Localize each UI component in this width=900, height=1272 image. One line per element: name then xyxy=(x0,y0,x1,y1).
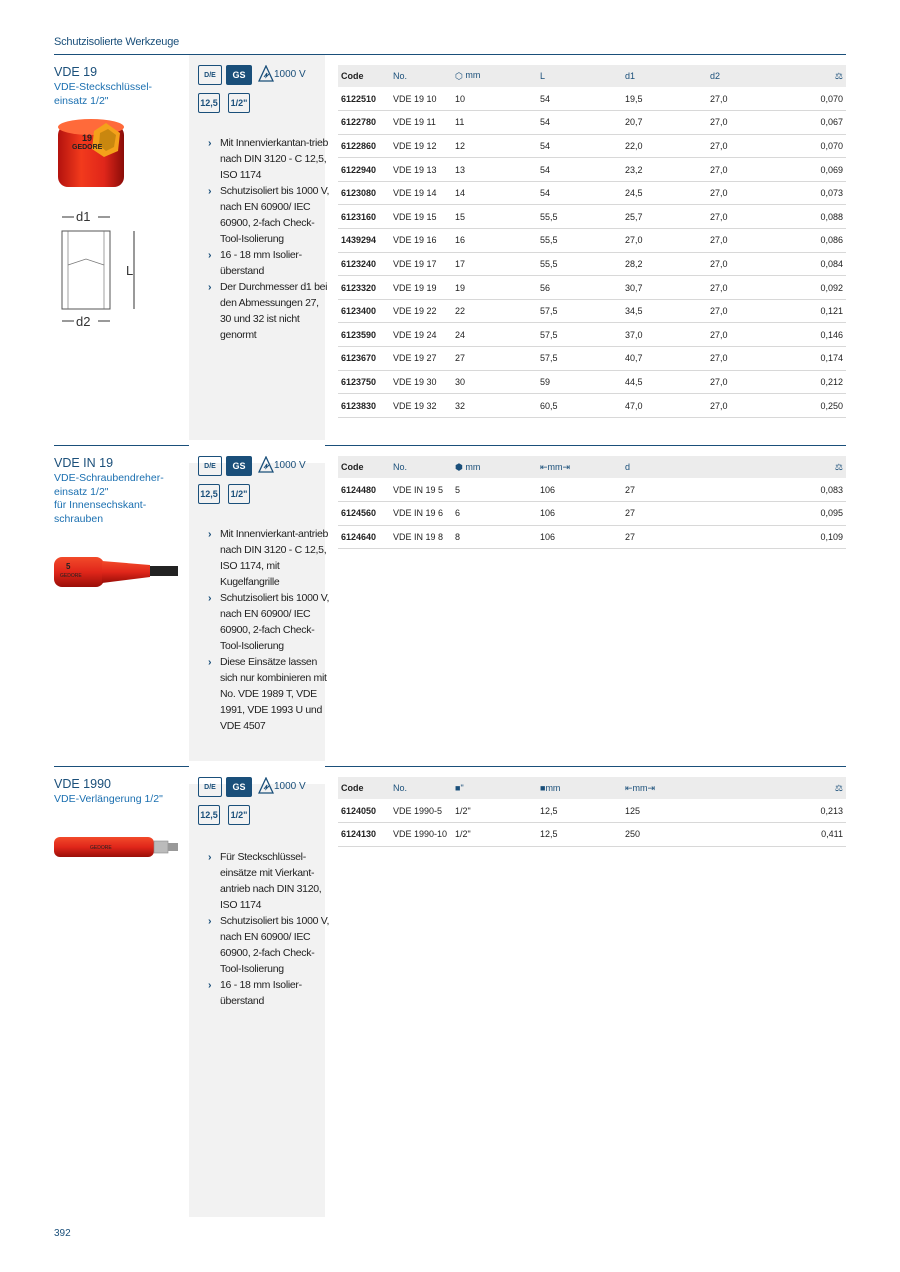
table-cell: 23,2 xyxy=(622,158,707,182)
gs-mark-icon: GS xyxy=(226,65,252,85)
table-cell: 0,174 xyxy=(777,347,846,371)
voltage-triangle-icon xyxy=(258,777,274,795)
table-cell: 27,0 xyxy=(707,111,777,135)
table-cell: 44,5 xyxy=(622,370,707,394)
table-cell: 54 xyxy=(537,181,622,205)
feature-item: › Mit Innenvierkantan-trieb nach DIN 3120 - C 12,5, ISO 1174 xyxy=(208,137,329,181)
table-row xyxy=(338,370,846,394)
table-cell: 10 xyxy=(452,87,537,111)
table-cell: VDE 1990-5 xyxy=(390,799,452,823)
table-cell: 56 xyxy=(537,276,622,300)
drive-size-mm-icon: 12,5 xyxy=(198,484,220,504)
extension-product-image xyxy=(54,833,184,863)
table-cell: 57,5 xyxy=(537,299,622,323)
section-subtitle: VDE-Schraubendreher- einsatz 1/2" für Innensechskant- schrauben xyxy=(54,472,164,525)
table-cell: 27,0 xyxy=(622,229,707,253)
table-cell: 27 xyxy=(622,525,707,549)
socket-dimension-drawing xyxy=(54,205,144,330)
socket-product-image xyxy=(54,115,134,195)
drive-size-mm-icon: 12,5 xyxy=(198,93,220,113)
svg-text:d2: d2 xyxy=(76,314,91,329)
table-header-row: Code No. ⬡ mm L d1 d2 ⚖ xyxy=(338,65,846,87)
table-cell: 25,7 xyxy=(622,205,707,229)
voltage-label: 1000 V xyxy=(274,460,306,471)
svg-text:d1: d1 xyxy=(76,209,91,224)
feature-item: › Mit Innenvierkant-antrieb nach DIN 3120 - C 12,5, ISO 1174, mit Kugelfangrille xyxy=(208,528,329,588)
table-cell: 27,0 xyxy=(707,347,777,371)
table-cell: VDE 19 27 xyxy=(390,347,452,371)
length-arrow-icon: ⇤ xyxy=(540,461,548,472)
table-cell: 0,069 xyxy=(777,158,846,182)
table-cell: 6123830 xyxy=(338,394,390,418)
chevron-right-icon: › xyxy=(208,137,212,149)
table-cell: 54 xyxy=(537,134,622,158)
certification-icons xyxy=(198,63,330,123)
chevron-right-icon: › xyxy=(208,915,212,927)
table-row xyxy=(338,87,846,111)
table-cell: 27 xyxy=(452,347,537,371)
voltage-triangle-icon xyxy=(258,456,274,474)
table-cell: 55,5 xyxy=(537,229,622,253)
table-header-row: Code No. ■" ■mm ⇤mm⇥ ⚖ xyxy=(338,777,846,799)
weight-scale-icon: ⚖ xyxy=(834,70,843,81)
table-cell: 27,0 xyxy=(707,158,777,182)
table-cell: 20,7 xyxy=(622,111,707,135)
feature-list xyxy=(198,526,330,734)
table-cell: 0,250 xyxy=(777,394,846,418)
page-title: Schutzisolierte Werkzeuge xyxy=(54,36,180,48)
table-cell: 6 xyxy=(452,502,537,526)
section-title: VDE IN 19 xyxy=(54,456,114,470)
table-cell: 1/2" xyxy=(452,823,537,847)
table-cell: 14 xyxy=(452,181,537,205)
table-cell: 57,5 xyxy=(537,347,622,371)
table-cell: 24 xyxy=(452,323,537,347)
table-cell: VDE 19 16 xyxy=(390,229,452,253)
table-cell: 22,0 xyxy=(622,134,707,158)
table-cell: 6122940 xyxy=(338,158,390,182)
section-vde-19 xyxy=(54,55,846,445)
table-cell: 27,0 xyxy=(707,252,777,276)
table-row xyxy=(338,347,846,371)
drive-size-inch-icon: 1/2" xyxy=(228,484,250,504)
table-cell: 6124130 xyxy=(338,823,390,847)
chevron-right-icon: › xyxy=(208,528,212,540)
weight-scale-icon: ⚖ xyxy=(834,782,843,793)
vde-triangle-icon: D/E xyxy=(198,456,222,476)
table-cell: 0,146 xyxy=(777,323,846,347)
bit-socket-product-image xyxy=(54,551,184,591)
drive-size-inch-icon: 1/2" xyxy=(228,805,250,825)
product-table xyxy=(338,65,846,418)
table-cell: 54 xyxy=(537,87,622,111)
section-vde-in-19 xyxy=(54,446,846,762)
table-cell: VDE IN 19 8 xyxy=(390,525,452,549)
table-cell: VDE 19 24 xyxy=(390,323,452,347)
table-cell: 34,5 xyxy=(622,299,707,323)
table-cell: 6123320 xyxy=(338,276,390,300)
feature-item: › Schutzisoliert bis 1000 V, nach EN 60900/ IEC 60900, 2-fach Check-Tool-Isolierung xyxy=(208,185,330,245)
table-cell: 12,5 xyxy=(537,823,622,847)
table-cell: 24,5 xyxy=(622,181,707,205)
table-cell: 19 xyxy=(452,276,537,300)
table-cell: 0,067 xyxy=(777,111,846,135)
svg-text:19: 19 xyxy=(82,133,93,143)
section-subtitle: VDE-Verlängerung 1/2" xyxy=(54,793,163,805)
table-cell: 27,0 xyxy=(707,134,777,158)
table-cell: VDE 19 32 xyxy=(390,394,452,418)
table-cell: 6123400 xyxy=(338,299,390,323)
svg-text:GEDORE: GEDORE xyxy=(90,845,112,851)
table-cell: 27,0 xyxy=(707,276,777,300)
table-cell: 6124050 xyxy=(338,799,390,823)
table-cell: 17 xyxy=(452,252,537,276)
table-cell: VDE 1990-10 xyxy=(390,823,452,847)
feature-item: › 16 - 18 mm Isolier-überstand xyxy=(208,979,302,1007)
section-title: VDE 19 xyxy=(54,65,98,79)
table-cell: 27 xyxy=(622,478,707,502)
table-header-row: Code No. ⬢ mm ⇤mm⇥ d ⚖ xyxy=(338,456,846,478)
feature-item: › Der Durchmesser d1 bei den Abmessungen 27, 30 und 32 ist nicht genormt xyxy=(208,281,328,341)
table-cell: 6124640 xyxy=(338,525,390,549)
table-cell: 19,5 xyxy=(622,87,707,111)
svg-text:L: L xyxy=(126,263,134,278)
table-cell: 5 xyxy=(452,478,537,502)
feature-item: › Diese Einsätze lassen sich nur kombinieren mit No. VDE 1989 T, VDE 1991, VDE 1993 U und VDE 4507 xyxy=(208,656,327,732)
gs-mark-icon: GS xyxy=(226,777,252,797)
table-cell: 47,0 xyxy=(622,394,707,418)
vde-triangle-icon: D/E xyxy=(198,65,222,85)
table-row xyxy=(338,229,846,253)
table-cell: 37,0 xyxy=(622,323,707,347)
section-vde-1990 xyxy=(54,767,846,1217)
table-cell: VDE 19 11 xyxy=(390,111,452,135)
chevron-right-icon: › xyxy=(208,851,212,863)
certification-icons xyxy=(198,454,330,514)
table-cell: 0,083 xyxy=(707,478,846,502)
table-row xyxy=(338,823,846,847)
table-row xyxy=(338,205,846,229)
table-cell: 1439294 xyxy=(338,229,390,253)
feature-item: › Schutzisoliert bis 1000 V, nach EN 60900/ IEC 60900, 2-fach Check-Tool-Isolierung xyxy=(208,915,330,975)
table-cell: 6123750 xyxy=(338,370,390,394)
table-cell: 40,7 xyxy=(622,347,707,371)
table-cell: 6123670 xyxy=(338,347,390,371)
table-cell: 27,0 xyxy=(707,370,777,394)
product-table xyxy=(338,777,846,847)
table-cell: 6123080 xyxy=(338,181,390,205)
chevron-right-icon: › xyxy=(208,249,212,261)
feature-list xyxy=(198,135,330,343)
table-row xyxy=(338,323,846,347)
table-cell: 0,088 xyxy=(777,205,846,229)
table-cell: 54 xyxy=(537,158,622,182)
hexagon-icon: ⬡ xyxy=(455,70,463,81)
chevron-right-icon: › xyxy=(208,592,212,604)
svg-text:5: 5 xyxy=(66,562,71,571)
table-row xyxy=(338,299,846,323)
table-cell: 22 xyxy=(452,299,537,323)
table-row xyxy=(338,478,846,502)
table-cell: 13 xyxy=(452,158,537,182)
certification-icons xyxy=(198,775,330,835)
table-cell: VDE 19 12 xyxy=(390,134,452,158)
table-cell: 27,0 xyxy=(707,299,777,323)
voltage-label: 1000 V xyxy=(274,781,306,792)
table-cell: 1/2" xyxy=(452,799,537,823)
table-cell: 0,073 xyxy=(777,181,846,205)
table-cell: 6123240 xyxy=(338,252,390,276)
table-cell: VDE 19 13 xyxy=(390,158,452,182)
table-cell: 60,5 xyxy=(537,394,622,418)
drive-size-mm-icon: 12,5 xyxy=(198,805,220,825)
table-row xyxy=(338,799,846,823)
table-cell: 16 xyxy=(452,229,537,253)
table-cell: 0,213 xyxy=(707,799,846,823)
table-cell: 106 xyxy=(537,525,622,549)
table-cell: 6122860 xyxy=(338,134,390,158)
table-cell: 55,5 xyxy=(537,252,622,276)
table-row xyxy=(338,525,846,549)
table-cell: 6124480 xyxy=(338,478,390,502)
feature-item: › 16 - 18 mm Isolier-überstand xyxy=(208,249,302,277)
table-cell: 27,0 xyxy=(707,87,777,111)
table-cell: VDE 19 14 xyxy=(390,181,452,205)
chevron-right-icon: › xyxy=(208,979,212,991)
table-cell: 250 xyxy=(622,823,707,847)
table-cell: 0,070 xyxy=(777,134,846,158)
table-cell: 0,070 xyxy=(777,87,846,111)
table-cell: 59 xyxy=(537,370,622,394)
table-cell: 0,084 xyxy=(777,252,846,276)
table-cell: 0,095 xyxy=(707,502,846,526)
table-row xyxy=(338,158,846,182)
table-cell: 0,109 xyxy=(707,525,846,549)
table-cell: 32 xyxy=(452,394,537,418)
table-cell: 0,086 xyxy=(777,229,846,253)
table-row xyxy=(338,181,846,205)
square-drive-icon: ■ xyxy=(540,783,546,793)
table-cell: 6122510 xyxy=(338,87,390,111)
table-cell: 55,5 xyxy=(537,205,622,229)
voltage-triangle-icon xyxy=(258,65,274,83)
table-row xyxy=(338,502,846,526)
table-cell: 6123160 xyxy=(338,205,390,229)
product-table xyxy=(338,456,846,549)
table-cell: 6122780 xyxy=(338,111,390,135)
table-cell: 30 xyxy=(452,370,537,394)
table-row xyxy=(338,276,846,300)
table-cell: VDE 19 22 xyxy=(390,299,452,323)
table-cell: VDE 19 15 xyxy=(390,205,452,229)
feature-list xyxy=(198,849,330,1009)
table-cell: 12 xyxy=(452,134,537,158)
table-cell: 54 xyxy=(537,111,622,135)
table-cell: 27,0 xyxy=(707,229,777,253)
table-cell: 27,0 xyxy=(707,323,777,347)
drive-size-inch-icon: 1/2" xyxy=(228,93,250,113)
table-cell: 11 xyxy=(452,111,537,135)
table-cell: 106 xyxy=(537,502,622,526)
table-cell: 106 xyxy=(537,478,622,502)
table-cell: VDE 19 30 xyxy=(390,370,452,394)
page-number: 392 xyxy=(54,1228,71,1239)
table-cell: 27,0 xyxy=(707,205,777,229)
chevron-right-icon: › xyxy=(208,281,212,293)
table-cell: 0,121 xyxy=(777,299,846,323)
table-cell: 125 xyxy=(622,799,707,823)
table-row xyxy=(338,394,846,418)
table-cell: 0,092 xyxy=(777,276,846,300)
table-cell: 0,212 xyxy=(777,370,846,394)
length-arrow-icon: ⇤ xyxy=(625,782,633,793)
hexagon-filled-icon: ⬢ xyxy=(455,461,463,472)
table-cell: 27 xyxy=(622,502,707,526)
voltage-label: 1000 V xyxy=(274,69,306,80)
table-row xyxy=(338,252,846,276)
svg-text:GEDORE: GEDORE xyxy=(72,144,103,151)
table-cell: 57,5 xyxy=(537,323,622,347)
table-row xyxy=(338,111,846,135)
table-cell: 6123590 xyxy=(338,323,390,347)
vde-triangle-icon: D/E xyxy=(198,777,222,797)
table-cell: 8 xyxy=(452,525,537,549)
table-cell: VDE IN 19 5 xyxy=(390,478,452,502)
table-cell: 28,2 xyxy=(622,252,707,276)
square-drive-icon: ■ xyxy=(455,783,461,793)
svg-text:GEDORE: GEDORE xyxy=(60,573,82,579)
table-cell: 27,0 xyxy=(707,181,777,205)
feature-item: › Für Steckschlüssel-einsätze mit Vierkant-antrieb nach DIN 3120, ISO 1174 xyxy=(208,851,322,911)
table-cell: 15 xyxy=(452,205,537,229)
gs-mark-icon: GS xyxy=(226,456,252,476)
weight-scale-icon: ⚖ xyxy=(834,461,843,472)
table-cell: 12,5 xyxy=(537,799,622,823)
table-cell: 30,7 xyxy=(622,276,707,300)
table-cell: VDE 19 19 xyxy=(390,276,452,300)
feature-item: › Schutzisoliert bis 1000 V, nach EN 60900/ IEC 60900, 2-fach Check-Tool-Isolierung xyxy=(208,592,330,652)
table-row xyxy=(338,134,846,158)
table-cell: VDE IN 19 6 xyxy=(390,502,452,526)
chevron-right-icon: › xyxy=(208,185,212,197)
table-cell: VDE 19 10 xyxy=(390,87,452,111)
table-cell: 6124560 xyxy=(338,502,390,526)
table-cell: 27,0 xyxy=(707,394,777,418)
chevron-right-icon: › xyxy=(208,656,212,668)
table-cell: 0,411 xyxy=(707,823,846,847)
section-subtitle: VDE-Steckschlüssel- einsatz 1/2" xyxy=(54,81,153,107)
table-cell: VDE 19 17 xyxy=(390,252,452,276)
section-title: VDE 1990 xyxy=(54,777,111,791)
